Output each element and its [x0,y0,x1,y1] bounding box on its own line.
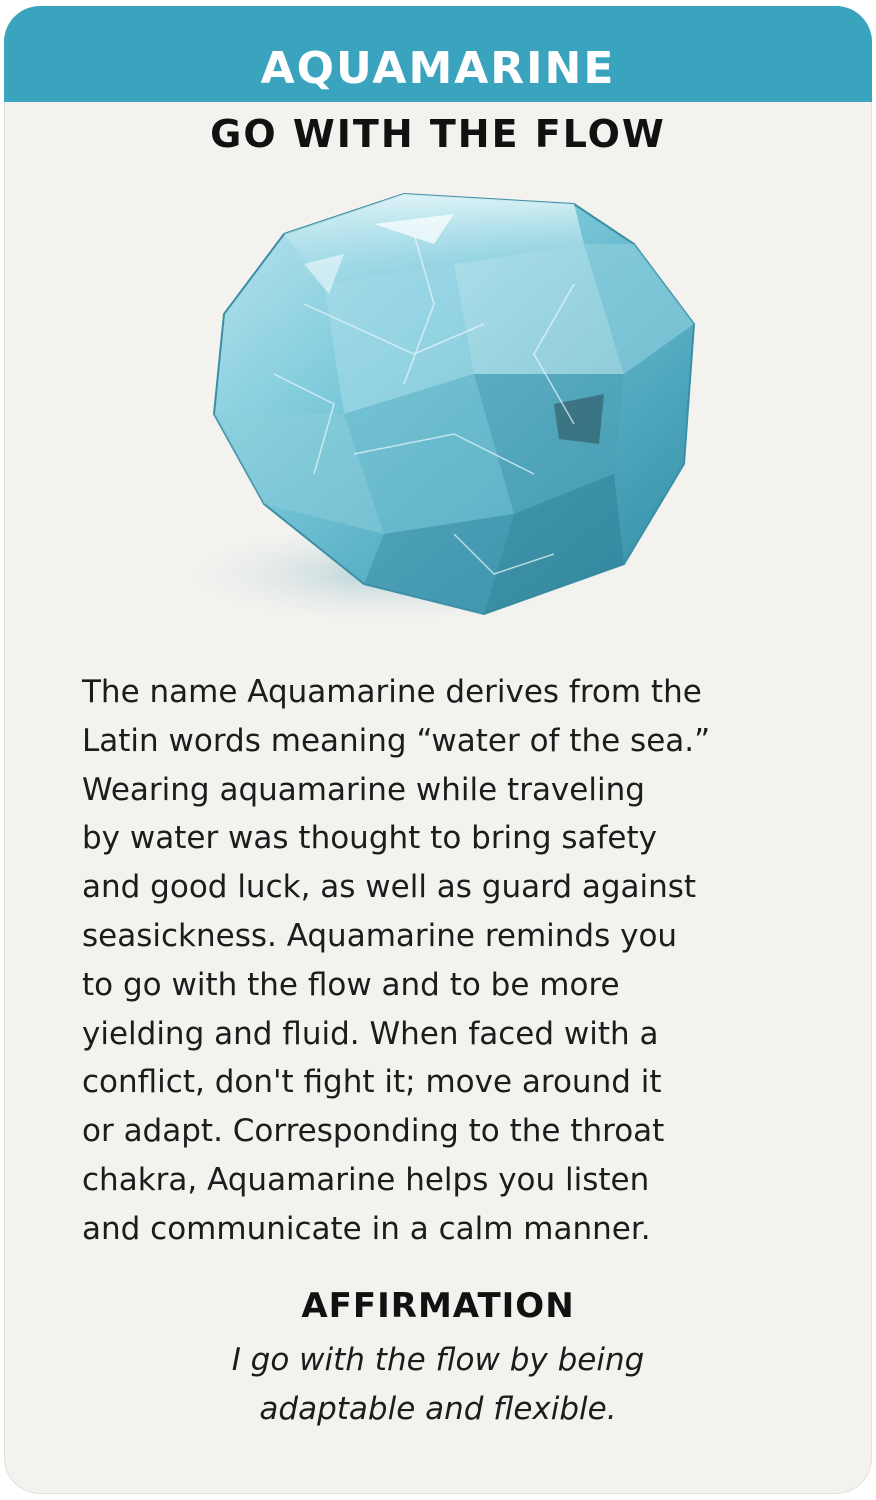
description-line: The name Aquamarine derives from the [82,674,702,710]
card-subtitle: GO WITH THE FLOW [210,112,666,156]
card-title: AQUAMARINE [260,43,616,94]
description-line: seasickness. Aquamarine reminds you [82,917,678,954]
description-line: by water was thought to bring safety [82,820,657,857]
affirmation-text [4,1336,872,1434]
description-line: and good luck, as well as guard against [82,869,697,906]
description-line: conflict, don't fight it; move around it [82,1064,662,1101]
description-line: or adapt. Corresponding to the throat [82,1113,665,1150]
oracle-card [4,6,872,1494]
affirmation-line: adaptable and flexible. [259,1390,617,1427]
crystal-icon [154,174,754,644]
description-line: chakra, Aquamarine helps you listen [82,1161,650,1198]
description-line: Latin words meaning “water of the sea.” [82,722,711,759]
description-line: to go with the flow and to be more [82,966,620,1003]
description [82,668,812,1254]
description-line: and communicate in a calm manner. [82,1210,651,1247]
affirmation-heading: AFFIRMATION [301,1286,575,1326]
description-line: Wearing aquamarine while traveling [82,771,645,808]
description-line: yielding and fluid. When faced with a [82,1015,659,1052]
affirmation-line: I go with the flow by being [231,1342,645,1378]
